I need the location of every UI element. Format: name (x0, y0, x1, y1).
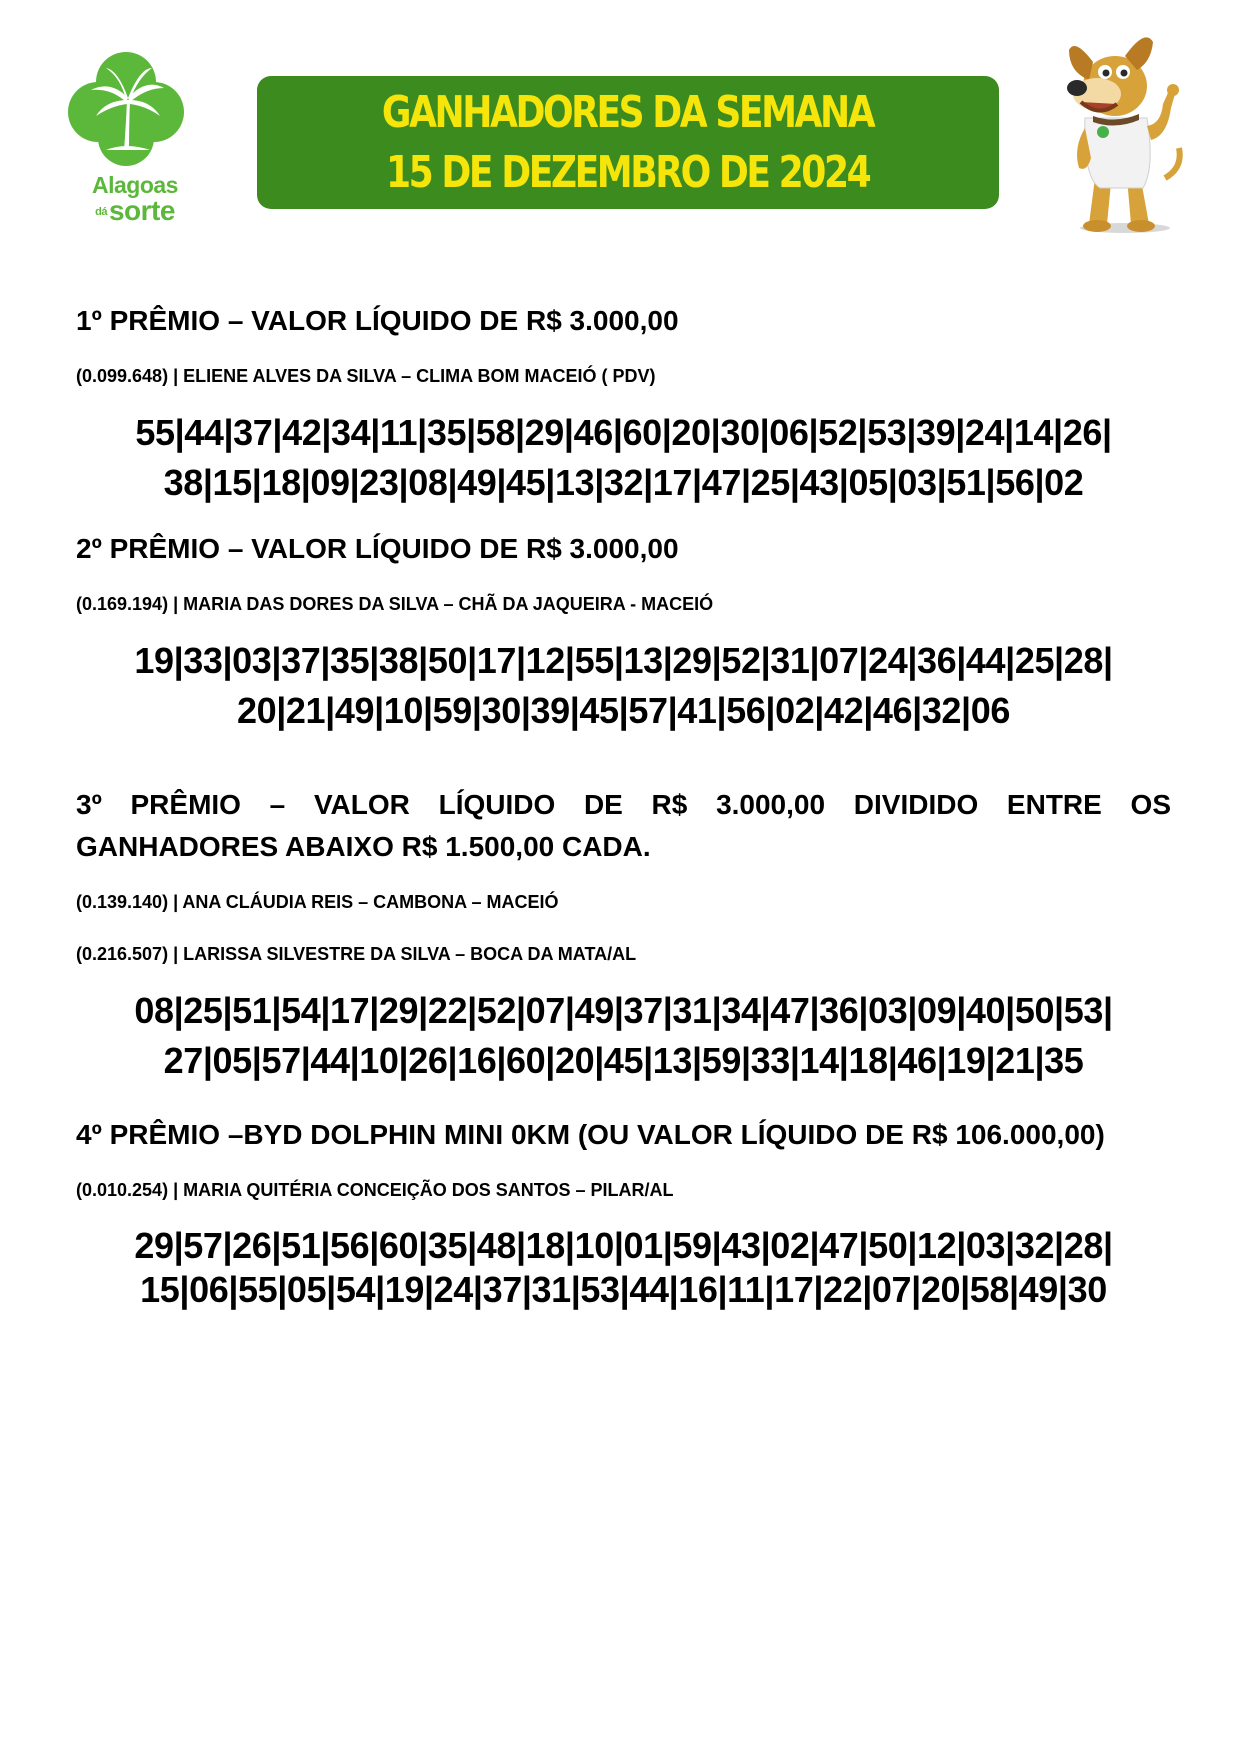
prize-3-title: 3º PRÊMIO – VALOR LÍQUIDO DE R$ 3.000,00 DIVIDIDO ENTRE OS GANHADORES ABAIXO R$ 1.500,00 CADA. (76, 789, 1171, 862)
prize-4-winner-1: (0.010.254) | MARIA QUITÉRIA CONCEIÇÃO DOS SANTOS – PILAR/AL (76, 1180, 674, 1200)
prize-3-numbers-line2: 27|05|57|44|10|26|16|60|20|45|13|59|33|14|18|46|19|21|35 (163, 1040, 1084, 1081)
prize-4-numbers-line2: 15|06|55|05|54|19|24|37|31|53|44|16|11|17|22|07|20|58|49|30 (140, 1269, 1107, 1310)
prize-1-title: 1º PRÊMIO – VALOR LÍQUIDO DE R$ 3.000,00 (76, 305, 679, 336)
prize-2-winner-1: (0.169.194) | MARIA DAS DORES DA SILVA – CHÃ DA JAQUEIRA - MACEIÓ (76, 594, 714, 614)
prize-4-title: 4º PRÊMIO –BYD DOLPHIN MINI 0KM (OU VALOR LÍQUIDO DE R$ 106.000,00) (76, 1119, 1105, 1150)
prize-2-numbers-line2: 20|21|49|10|59|30|39|45|57|41|56|02|42|46|32|06 (237, 690, 1010, 731)
prize-1-numbers-line2: 38|15|18|09|23|08|49|45|13|32|17|47|25|43|05|03|51|56|02 (163, 462, 1084, 503)
brand-line2: sorte (108, 195, 175, 226)
brand-da: dá (95, 206, 107, 219)
prize-1-numbers-line1: 55|44|37|42|34|11|35|58|29|46|60|20|30|06|52|53|39|24|14|26| (135, 412, 1112, 453)
prize-4-numbers-line1: 29|57|26|51|56|60|35|48|18|10|01|59|43|02|47|50|12|03|32|28| (134, 1225, 1113, 1266)
brand-line1: Alagoas (92, 172, 178, 198)
prize-3-winner-1: (0.139.140) | ANA CLÁUDIA REIS – CAMBONA – MACEIÓ (76, 892, 559, 912)
prize-2-numbers-line1: 19|33|03|37|35|38|50|17|12|55|13|29|52|31|07|24|36|44|25|28| (134, 640, 1113, 681)
title-banner (257, 76, 999, 209)
brand-wordmark (80, 174, 190, 225)
prize-3-numbers-line1: 08|25|51|54|17|29|22|52|07|49|37|31|34|47|36|03|09|40|50|53| (134, 990, 1113, 1031)
dog-mascot-icon (1055, 28, 1185, 238)
prize-2-title: 2º PRÊMIO – VALOR LÍQUIDO DE R$ 3.000,00 (76, 533, 679, 564)
title-line1: GANHADORES DA SEMANA (382, 86, 874, 138)
title-line2: 15 DE DEZEMBRO DE 2024 (386, 146, 870, 198)
prize-list (76, 300, 1171, 1312)
prize-1-winner-1: (0.099.648) | ELIENE ALVES DA SILVA – CLIMA BOM MACEIÓ ( PDV) (76, 366, 656, 386)
clover-palm-logo-icon (66, 50, 186, 170)
alagoas-da-sorte-logo (66, 50, 196, 226)
prize-3-winner-2: (0.216.507) | LARISSA SILVESTRE DA SILVA – BOCA DA MATA/AL (76, 944, 637, 964)
header (0, 0, 1241, 250)
